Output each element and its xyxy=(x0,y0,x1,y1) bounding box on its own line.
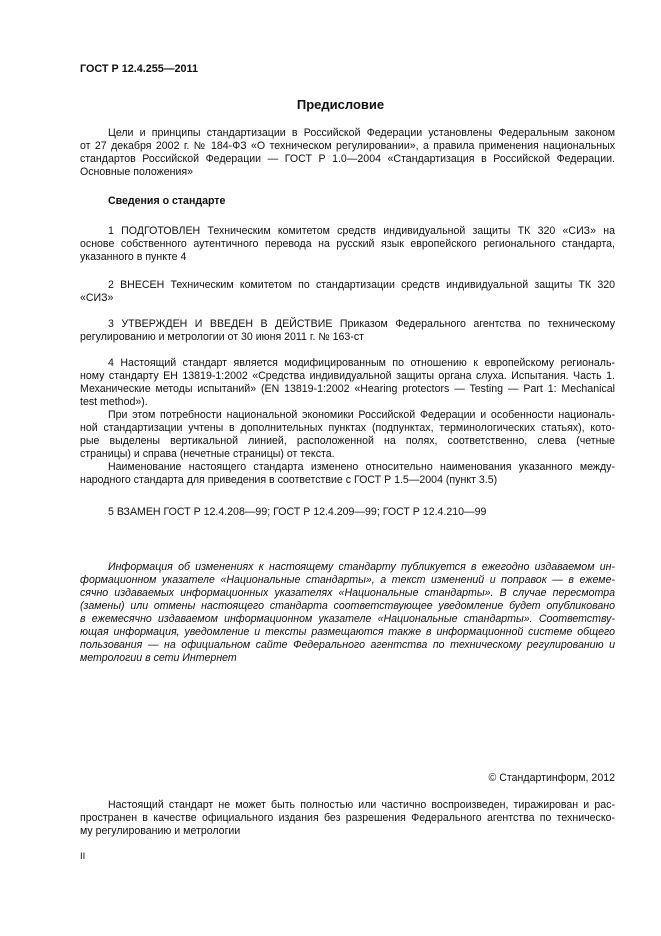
text-line: рые выделены вертикальной линией, расположенной на полях, соответственно, слева (четные xyxy=(80,435,615,447)
text-line: 3 УТВЕРЖДЕН И ВВЕДЕН В ДЕЙСТВИЕ Приказом Федерального агентства по техническому xyxy=(108,318,615,330)
text-line: народного стандарта для приведения в соответствие с ГОСТ Р 1.5—2004 (пункт 3.5) xyxy=(80,474,498,486)
text-line: 5 ВЗАМЕН ГОСТ Р 12.4.208—99; ГОСТ Р 12.4.209—99; ГОСТ Р 12.4.210—99 xyxy=(108,506,487,518)
text-line: регулированию и метрологии от 30 июня 2011 г. № 163-ст xyxy=(80,331,364,343)
paragraph-item-3 xyxy=(80,318,615,344)
copyright-line: © Стандартинформ, 2012 xyxy=(488,772,615,784)
paragraph-item-2 xyxy=(80,279,615,305)
text-line: му регулированию и метрологии xyxy=(80,825,241,837)
text-line: от 27 декабря 2002 г. № 184-ФЗ «О техническом регулировании», а правила применения национальных xyxy=(80,140,615,152)
page-title: Предисловие xyxy=(296,97,385,112)
text-line: основе собственного аутентичного перевода на русский язык европейского регионального стандарта, xyxy=(80,238,615,250)
text-line: Основные положения» xyxy=(80,166,194,178)
text-line: в ежемесячно издаваемом информационном указателе «Национальные стандарты». Соответству- xyxy=(80,613,615,625)
text-line: ной стандартизации учтены в дополнительных пунктах (подпунктах, терминологических статьях), кото- xyxy=(80,422,615,434)
text-line: Наименование настоящего стандарта изменено относительно наименования указанного между- xyxy=(108,461,615,473)
text-line: формационном указателе «Национальные стандарты», а текст изменений и поправок — в ежеме- xyxy=(80,574,615,586)
text-line: метрологии в сети Интернет xyxy=(80,652,237,664)
paragraph-intro xyxy=(80,127,615,179)
paragraph-reproduction xyxy=(80,799,615,838)
paragraph-item-1 xyxy=(80,225,615,264)
text-line: Механические методы испытаний» (EN 13819-1:2002 «Hearing protectors — Testing — Part 1: Mechanical xyxy=(80,383,615,395)
text-line: Настоящий стандарт не может быть полностью или частично воспроизведен, тиражирован и рас- xyxy=(108,799,615,811)
text-line: Цели и принципы стандартизации в Российской Федерации установлены Федеральным законом xyxy=(108,127,615,139)
page-number: II xyxy=(80,851,86,862)
text-line: указанного в пункте 4 xyxy=(80,251,187,263)
text-line: 1 ПОДГОТОВЛЕН Техническим комитетом средств индивидуальной защиты ТК 320 «СИЗ» на xyxy=(108,225,615,237)
text-line: 2 ВНЕСЕН Техническим комитетом по стандартизации средств индивидуальной защиты ТК 320 xyxy=(108,279,615,291)
text-line: Информация об изменениях к настоящему стандарту публикуется в ежегодно издаваемом ин- xyxy=(108,561,615,573)
paragraph-item-4-title-change xyxy=(80,461,615,487)
text-line: сячно издаваемых информационных указателях «Национальные стандарты». В случае пересмотра xyxy=(80,587,615,599)
text-line: test method»). xyxy=(80,396,148,408)
paragraph-item-4 xyxy=(80,357,615,409)
text-line: 4 Настоящий стандарт является модифицированным по отношению к европейскому региональ- xyxy=(108,357,615,369)
paragraph-change-notice xyxy=(80,561,615,665)
section-heading: Сведения о стандарте xyxy=(108,195,226,207)
text-line: пространен в качестве официального издания без разрешения Федерального агентства по техническо- xyxy=(80,812,615,824)
document-code-header: ГОСТ Р 12.4.255—2011 xyxy=(80,63,198,75)
paragraph-item-5 xyxy=(80,506,615,519)
text-line: ному стандарту ЕН 13819-1:2002 «Средства индивидуальной защиты органа слуха. Испытания. Часть 1. xyxy=(80,370,615,382)
text-line: страницы) и справа (нечетные страницы) от текста. xyxy=(80,448,335,460)
text-line: ющая информация, уведомление и тексты размещаются также в информационной системе общего xyxy=(80,626,615,638)
text-line: стандартов Российской Федерации — ГОСТ Р 1.0—2004 «Стандартизация в Российской Федерации. xyxy=(80,153,615,165)
paragraph-item-4-national xyxy=(80,409,615,461)
text-line: (замены) или отмены настоящего стандарта соответствующее уведомление будет опубликовано xyxy=(80,600,615,612)
text-line: При этом потребности национальной экономики Российской Федерации и особенности националь- xyxy=(108,409,615,421)
text-line: «СИЗ» xyxy=(80,292,114,304)
text-line: пользования — на официальном сайте Федерального агентства по техническому регулированию и xyxy=(80,639,615,651)
